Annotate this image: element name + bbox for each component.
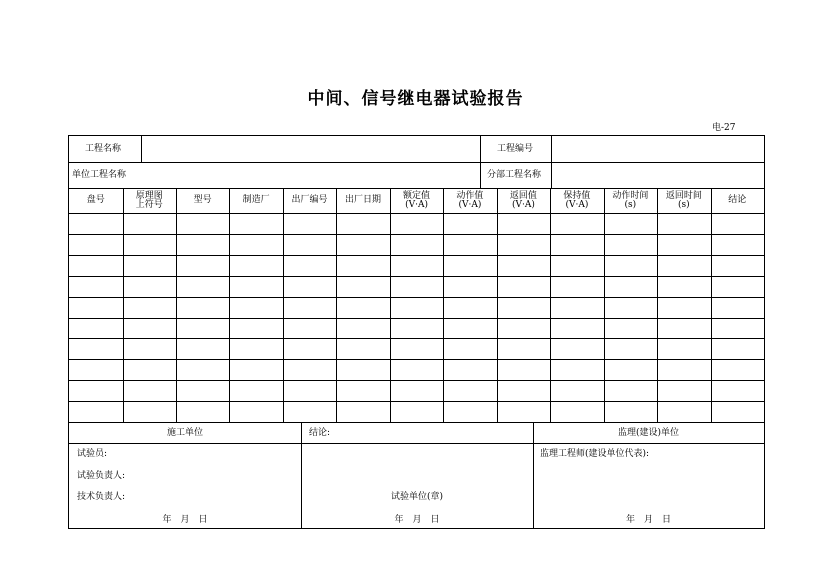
- column-header: [443, 188, 497, 213]
- table-cell[interactable]: [230, 256, 282, 275]
- table-cell[interactable]: [498, 298, 550, 317]
- table-cell[interactable]: [124, 214, 176, 233]
- table-cell[interactable]: [444, 381, 496, 400]
- table-cell[interactable]: [177, 319, 229, 338]
- table-cell[interactable]: [605, 339, 657, 358]
- table-cell[interactable]: [551, 235, 603, 254]
- table-cell[interactable]: [551, 360, 603, 379]
- project-name-field[interactable]: [142, 137, 479, 161]
- column-header: [550, 188, 604, 213]
- table-cell[interactable]: [712, 339, 764, 358]
- table-cell[interactable]: [391, 319, 443, 338]
- table-cell[interactable]: [551, 256, 603, 275]
- table-cell[interactable]: [391, 360, 443, 379]
- table-cell[interactable]: [498, 235, 550, 254]
- table-cell[interactable]: [658, 298, 710, 317]
- test-unit-seal-label: 试验单位(章): [390, 492, 444, 502]
- table-cell[interactable]: [498, 402, 550, 421]
- table-cell[interactable]: [70, 319, 122, 338]
- table-cell[interactable]: [124, 360, 176, 379]
- construction-unit-label: 施工单位: [166, 428, 203, 438]
- table-cell[interactable]: [391, 235, 443, 254]
- table-cell[interactable]: [337, 339, 389, 358]
- table-cell[interactable]: [391, 402, 443, 421]
- table-cell[interactable]: [124, 256, 176, 275]
- table-cell[interactable]: [444, 277, 496, 296]
- table-cell[interactable]: [177, 214, 229, 233]
- divider: [301, 422, 302, 528]
- supervision-unit-label: 监理(建设)单位: [617, 428, 680, 438]
- table-cell[interactable]: [498, 381, 550, 400]
- table-cell[interactable]: [230, 339, 282, 358]
- project-name-label: 工程名称: [85, 144, 122, 154]
- table-cell[interactable]: [444, 339, 496, 358]
- table-cell[interactable]: [391, 214, 443, 233]
- table-cell[interactable]: [498, 319, 550, 338]
- table-cell[interactable]: [605, 214, 657, 233]
- table-cell[interactable]: [230, 381, 282, 400]
- column-header: [604, 188, 658, 213]
- table-cell[interactable]: [284, 277, 336, 296]
- table-cell[interactable]: [605, 256, 657, 275]
- table-cell[interactable]: [70, 402, 122, 421]
- table-cell[interactable]: [70, 298, 122, 317]
- column-header: [229, 188, 283, 213]
- table-cell[interactable]: [337, 235, 389, 254]
- test-lead-label: 试验负责人:: [77, 471, 126, 481]
- table-cell[interactable]: [284, 339, 336, 358]
- column-header-line2: (V·A): [458, 199, 482, 210]
- table-cell[interactable]: [498, 256, 550, 275]
- table-cell[interactable]: [712, 256, 764, 275]
- table-cell[interactable]: [658, 277, 710, 296]
- column-header-line1: 原理图: [135, 190, 163, 201]
- table-cell[interactable]: [605, 319, 657, 338]
- table-cell[interactable]: [658, 381, 710, 400]
- table-cell[interactable]: [284, 381, 336, 400]
- table-cell[interactable]: [177, 381, 229, 400]
- table-cell[interactable]: [337, 298, 389, 317]
- table-cell[interactable]: [658, 360, 710, 379]
- table-cell[interactable]: [605, 381, 657, 400]
- column-header: [336, 188, 390, 213]
- table-cell[interactable]: [337, 214, 389, 233]
- table-cell[interactable]: [177, 235, 229, 254]
- supervisor-label: 监理工程师(建设单位代表):: [540, 449, 650, 459]
- table-cell[interactable]: [658, 339, 710, 358]
- column-header-line1: 动作值: [456, 190, 484, 201]
- table-cell[interactable]: [124, 402, 176, 421]
- column-header: [657, 188, 711, 213]
- tech-lead-label: 技术负责人:: [77, 492, 126, 502]
- sub-project-label: 分部工程名称: [487, 170, 542, 180]
- table-cell[interactable]: [551, 277, 603, 296]
- table-cell[interactable]: [444, 214, 496, 233]
- table-cell[interactable]: [712, 381, 764, 400]
- table-cell[interactable]: [124, 298, 176, 317]
- column-header-line1: 出厂日期: [345, 195, 382, 205]
- table-cell[interactable]: [70, 256, 122, 275]
- table-cell[interactable]: [444, 402, 496, 421]
- column-header-line1: 额定值: [403, 190, 431, 201]
- report-title: 中间、信号继电器试验报告: [307, 89, 524, 109]
- table-cell[interactable]: [230, 402, 282, 421]
- conclusion-date: 年 月 日: [394, 515, 440, 525]
- table-cell[interactable]: [712, 319, 764, 338]
- table-cell[interactable]: [284, 214, 336, 233]
- table-cell[interactable]: [444, 298, 496, 317]
- table-cell[interactable]: [177, 298, 229, 317]
- column-header: [123, 188, 177, 213]
- column-header-line1: 出厂编号: [291, 195, 328, 205]
- table-cell[interactable]: [70, 339, 122, 358]
- table-cell[interactable]: [658, 319, 710, 338]
- table-cell[interactable]: [391, 381, 443, 400]
- table-cell[interactable]: [498, 277, 550, 296]
- unit-project-label: 单位工程名称: [72, 170, 127, 180]
- construction-date: 年 月 日: [162, 515, 208, 525]
- table-cell[interactable]: [284, 360, 336, 379]
- divider: [480, 136, 481, 188]
- table-cell[interactable]: [551, 381, 603, 400]
- table-cell[interactable]: [551, 298, 603, 317]
- table-cell[interactable]: [230, 214, 282, 233]
- column-header: [497, 188, 551, 213]
- table-cell[interactable]: [230, 277, 282, 296]
- table-cell[interactable]: [70, 214, 122, 233]
- table-cell[interactable]: [605, 277, 657, 296]
- column-header: [283, 188, 337, 213]
- sub-project-field[interactable]: [552, 163, 763, 187]
- divider: [69, 443, 764, 444]
- column-header-line2: (s): [624, 199, 637, 210]
- column-header-line1: 动作时间: [612, 190, 649, 201]
- table-cell[interactable]: [177, 256, 229, 275]
- table-cell[interactable]: [658, 402, 710, 421]
- table-cell[interactable]: [498, 339, 550, 358]
- table-cell[interactable]: [230, 298, 282, 317]
- table-cell[interactable]: [658, 214, 710, 233]
- table-cell[interactable]: [605, 235, 657, 254]
- column-header-line1: 结论: [728, 195, 747, 205]
- table-cell[interactable]: [337, 277, 389, 296]
- table-cell[interactable]: [444, 256, 496, 275]
- table-cell[interactable]: [124, 319, 176, 338]
- table-cell[interactable]: [712, 214, 764, 233]
- table-cell[interactable]: [230, 235, 282, 254]
- table-cell[interactable]: [337, 319, 389, 338]
- table-cell[interactable]: [658, 256, 710, 275]
- column-header: [390, 188, 444, 213]
- project-no-label: 工程编号: [497, 144, 534, 154]
- column-header-line1: 保持值: [563, 190, 591, 201]
- table-cell[interactable]: [712, 235, 764, 254]
- table-cell[interactable]: [444, 235, 496, 254]
- table-cell[interactable]: [551, 214, 603, 233]
- table-cell[interactable]: [177, 360, 229, 379]
- table-cell[interactable]: [337, 381, 389, 400]
- table-cell[interactable]: [230, 319, 282, 338]
- column-header-line2: 上符号: [135, 199, 163, 210]
- table-cell[interactable]: [337, 360, 389, 379]
- table-cell[interactable]: [498, 360, 550, 379]
- table-cell[interactable]: [712, 277, 764, 296]
- table-cell[interactable]: [605, 298, 657, 317]
- report-form: [68, 135, 765, 529]
- supervision-date: 年 月 日: [625, 515, 671, 525]
- column-header: [711, 188, 765, 213]
- table-cell[interactable]: [70, 235, 122, 254]
- table-cell[interactable]: [551, 339, 603, 358]
- table-cell[interactable]: [444, 319, 496, 338]
- table-cell[interactable]: [70, 381, 122, 400]
- table-cell[interactable]: [284, 235, 336, 254]
- column-header-line2: (V·A): [565, 199, 589, 210]
- form-code: 电-27: [712, 123, 736, 133]
- column-header-line2: (s): [678, 199, 690, 210]
- table-cell[interactable]: [605, 360, 657, 379]
- unit-project-field[interactable]: [142, 163, 479, 187]
- table-cell[interactable]: [712, 402, 764, 421]
- table-cell[interactable]: [712, 298, 764, 317]
- column-header-line1: 返回值: [509, 190, 537, 201]
- table-cell[interactable]: [124, 339, 176, 358]
- column-header: [176, 188, 230, 213]
- table-cell[interactable]: [658, 235, 710, 254]
- table-cell[interactable]: [712, 360, 764, 379]
- table-cell[interactable]: [124, 277, 176, 296]
- table-cell[interactable]: [391, 339, 443, 358]
- column-header-line1: 返回时间: [665, 190, 702, 201]
- column-header-line2: (V·A): [405, 199, 428, 210]
- table-cell[interactable]: [444, 360, 496, 379]
- project-no-field[interactable]: [552, 137, 763, 161]
- table-cell[interactable]: [391, 298, 443, 317]
- table-cell[interactable]: [605, 402, 657, 421]
- column-header-line1: 盘号: [86, 195, 105, 205]
- table-cell[interactable]: [230, 360, 282, 379]
- table-cell[interactable]: [337, 256, 389, 275]
- table-cell[interactable]: [177, 277, 229, 296]
- table-cell[interactable]: [498, 214, 550, 233]
- column-header-line2: (V·A): [511, 199, 535, 210]
- table-cell[interactable]: [284, 298, 336, 317]
- table-cell[interactable]: [70, 360, 122, 379]
- column-header: [69, 188, 123, 213]
- table-cell[interactable]: [124, 235, 176, 254]
- table-cell[interactable]: [284, 319, 336, 338]
- column-header-line1: 制造厂: [242, 195, 270, 205]
- table-cell[interactable]: [551, 402, 603, 421]
- table-cell[interactable]: [391, 256, 443, 275]
- column-header-line1: 型号: [193, 195, 212, 205]
- table-cell[interactable]: [70, 277, 122, 296]
- table-cell[interactable]: [284, 402, 336, 421]
- row-divider: [69, 422, 764, 423]
- table-cell[interactable]: [284, 256, 336, 275]
- table-cell[interactable]: [337, 402, 389, 421]
- table-cell[interactable]: [177, 339, 229, 358]
- table-cell[interactable]: [124, 381, 176, 400]
- table-cell[interactable]: [551, 319, 603, 338]
- conclusion-label: 结论:: [309, 428, 331, 438]
- table-cell[interactable]: [177, 402, 229, 421]
- table-cell[interactable]: [391, 277, 443, 296]
- tester-label: 试验员:: [77, 449, 108, 459]
